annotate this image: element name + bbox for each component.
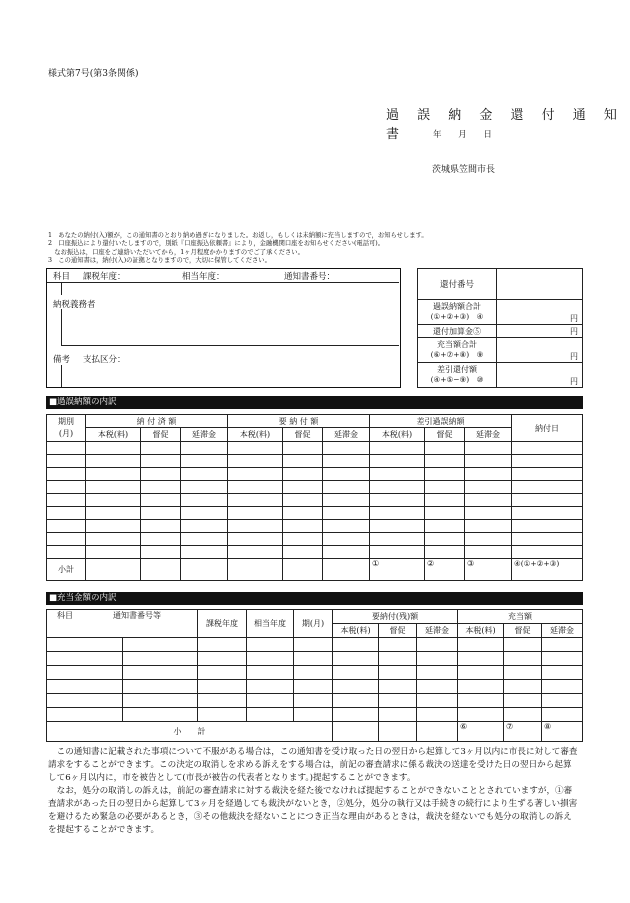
appeal-paragraph-2: なお，処分の取消しの訴えは，前記の審査請求に対する裁決を経た後でなければ提起することができないこととされていますが，①審査請求があった日の翌日から起算して3ヶ月を経過しても裁決がないとき，②処分，処分の執行又は手続きの続行により生ずる著しい損害を避けるため緊急の必要があるとき，③その他裁決を経ないことにつき正当な理由があるときは，裁決を経ないでも処分の取消しの訴えを提起することができます。 [48, 786, 578, 835]
applicable-year-label: 相当年度： [182, 272, 225, 282]
pay-date-header: 納付日 [512, 415, 583, 442]
note-1: 1 あなたの納付(入)額が，この通知書のとおり納め過ぎになりました。お返し，もしくは未納額に充当しますので，お知らせします。 [48, 232, 428, 239]
marker-2: ② [425, 559, 465, 581]
required-header: 要 納 付 額 [228, 415, 370, 428]
req-main-tax: 本税(料) [228, 428, 283, 442]
tax-year-header: 課税年度 [198, 610, 247, 638]
remarks-label: 備考 [53, 355, 71, 365]
form-number: 様式第7号(第3条関係) [48, 69, 139, 79]
app-rem: 督促 [504, 624, 542, 638]
req-remaining-header: 要納付(残)額 [333, 610, 458, 624]
req-main: 本税(料) [333, 624, 379, 638]
appeal-notice [48, 746, 580, 837]
payment-type-label: 支払区分： [83, 355, 126, 365]
req-late-fee: 延滞金 [323, 428, 370, 442]
diff-reminder: 督促 [425, 428, 465, 442]
paid-late-fee: 延滞金 [181, 428, 228, 442]
period-header: 期別 (月) [47, 415, 86, 442]
req-reminder: 督促 [283, 428, 323, 442]
issuer-name: 茨城県笠間市長 [432, 165, 496, 175]
applied-breakdown-header: ■充当金額の内訳 [46, 592, 583, 605]
diff-late-fee: 延滞金 [465, 428, 512, 442]
marker-6: ⑥ [458, 722, 504, 742]
date-line: 年 月 日 [433, 130, 492, 140]
app-late: 延滞金 [542, 624, 583, 638]
marker-3: ③ [465, 559, 512, 581]
refund-number-label: 還付番号 [418, 269, 497, 300]
note-2: 2 口座振込により還付いたしますので，別紙『口座振込依頼書』により，金融機関口座をお知らせください(電話可)。 [48, 240, 385, 248]
net-refund-yen: 円 [497, 363, 583, 388]
period-month-header: 期(月) [294, 610, 333, 638]
applicable-year-header: 相当年度 [247, 610, 294, 638]
applied-subtotal-label: 小 計 [47, 722, 333, 742]
overpaid-total-label: 過誤納額合計 (①+②+③) ④ [418, 300, 497, 325]
paid-header: 納 付 済 額 [86, 415, 228, 428]
note-3: 3 この通知書は，納付(入)の証拠となりますので，大切に保管してください。 [48, 257, 271, 265]
marker-8: ⑧ [542, 722, 583, 742]
notes [48, 232, 608, 266]
net-refund-label: 差引還付額 (④+⑤−⑨) ⑩ [418, 363, 497, 388]
applied-amount-header: 充当額 [458, 610, 583, 624]
overpaid-subtotal-label: 小計 [47, 559, 86, 581]
overpaid-total-yen: 円 [497, 300, 583, 325]
applied-total-label: 充当額合計 (⑥+⑦+⑧) ⑨ [418, 338, 497, 363]
document-title: 過 誤 納 金 還 付 通 知 書 [386, 108, 624, 142]
refund-addition-yen: 円 [497, 324, 583, 337]
appeal-paragraph-1: この通知書に記載された事項について不服がある場合は，この通知書を受け取った日の翌日から起算して3ヶ月以内に市長に対して審査請求をすることができます。この決定の取消しを求める訴えをする場合は，前記の審査請求に係る裁決の送達を受けた日の翌日から起算して6ヶ月以内に，市を被告として(市長が被告の代表者となります。)提起することができます。 [48, 747, 578, 783]
overpaid-breakdown-table [46, 414, 583, 581]
subject-label: 科目 [53, 272, 71, 282]
marker-1: ① [370, 559, 425, 581]
tax-year-label: 課税年度： [83, 272, 126, 282]
taxpayer-label: 納税義務者 [53, 300, 96, 310]
diff-main-tax: 本税(料) [370, 428, 425, 442]
subject-notice-header: 科目 通知書番号等 [47, 610, 198, 638]
req-rem: 督促 [379, 624, 417, 638]
taxpayer-info-box [46, 268, 401, 388]
refund-number-value [497, 269, 583, 300]
marker-4: ④(①+②+③) [512, 559, 583, 581]
paid-reminder: 督促 [141, 428, 181, 442]
marker-7: ⑦ [504, 722, 542, 742]
diff-header: 差引過誤納額 [370, 415, 512, 428]
overpaid-breakdown-header: ■過誤納額の内訳 [46, 396, 583, 409]
notice-number-label: 通知書番号： [284, 272, 336, 282]
refund-summary-table [417, 268, 583, 388]
applied-total-yen: 円 [497, 338, 583, 363]
paid-main-tax: 本税(料) [86, 428, 141, 442]
app-main: 本税(料) [458, 624, 504, 638]
req-late: 延滞金 [417, 624, 458, 638]
note-2b: なお振込は，口座をご連絡いただいてから，1ヶ月程度かかりますのでご了承ください。 [48, 248, 304, 256]
refund-addition-label: 還付加算金⑤ [418, 324, 497, 337]
applied-breakdown-table [46, 609, 583, 742]
